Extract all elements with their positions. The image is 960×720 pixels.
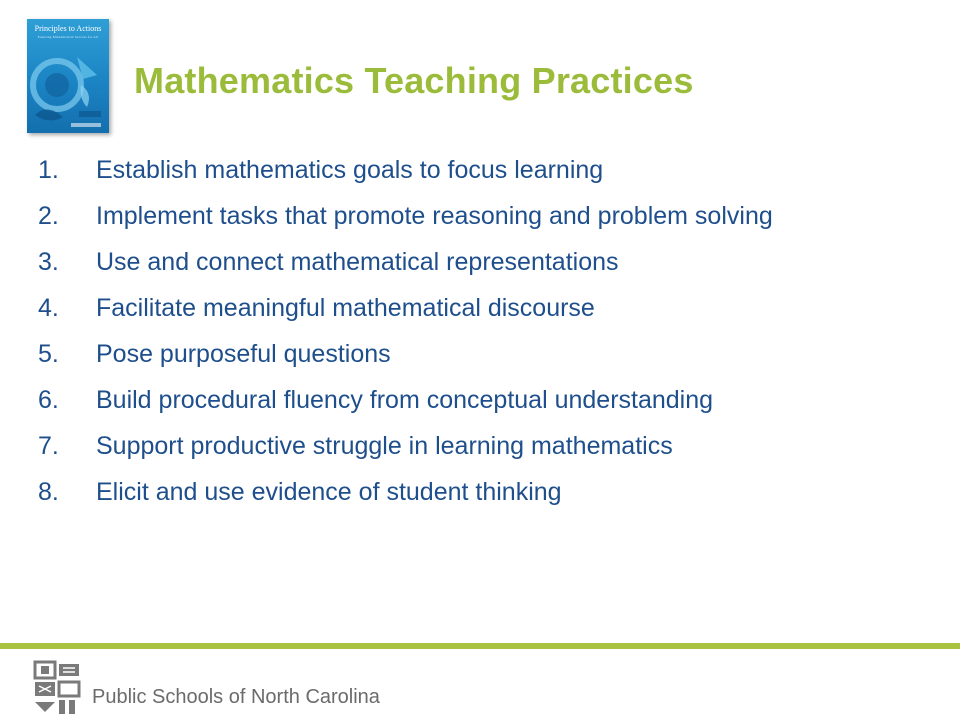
book-cover-art — [27, 45, 109, 133]
list-item-number: 5. — [38, 340, 59, 368]
list-item-number: 8. — [38, 478, 59, 506]
list-item — [38, 293, 928, 324]
list-item-text: Support productive struggle in learning mathematics — [96, 432, 673, 460]
list-item — [38, 477, 928, 508]
list-item — [38, 385, 928, 416]
list-item-text: Implement tasks that promote reasoning and problem solving — [96, 202, 773, 230]
ncdpi-logo-icon — [33, 660, 85, 716]
book-cover-image — [27, 19, 109, 133]
slide-title: Mathematics Teaching Practices — [134, 60, 694, 101]
list-item-number: 2. — [38, 202, 59, 230]
list-item-text: Pose purposeful questions — [96, 340, 391, 368]
list-item-number: 1. — [38, 156, 59, 184]
organization-name: Public Schools of North Carolina — [92, 686, 380, 708]
list-item — [38, 431, 928, 462]
list-item — [38, 247, 928, 278]
list-item — [38, 155, 928, 186]
list-item-text: Build procedural fluency from conceptual understanding — [96, 386, 714, 414]
book-cover-subtitle: Ensuring Mathematical Success for All — [37, 35, 99, 39]
list-item-number: 7. — [38, 432, 59, 460]
list-item — [38, 339, 928, 370]
practices-list — [38, 155, 928, 523]
list-item-number: 4. — [38, 294, 59, 322]
list-item-text: Facilitate meaningful mathematical discourse — [96, 294, 595, 322]
book-cover-publisher-mark — [71, 123, 101, 127]
list-item-text: Elicit and use evidence of student thinking — [96, 478, 562, 506]
list-item — [38, 201, 928, 232]
list-item-number: 3. — [38, 248, 59, 276]
list-item-text: Establish mathematics goals to focus learning — [96, 156, 604, 184]
footer-divider — [0, 643, 960, 649]
list-item-text: Use and connect mathematical representations — [96, 248, 619, 276]
book-cover-title: Principles to Actions — [34, 24, 102, 33]
list-item-number: 6. — [38, 386, 59, 414]
